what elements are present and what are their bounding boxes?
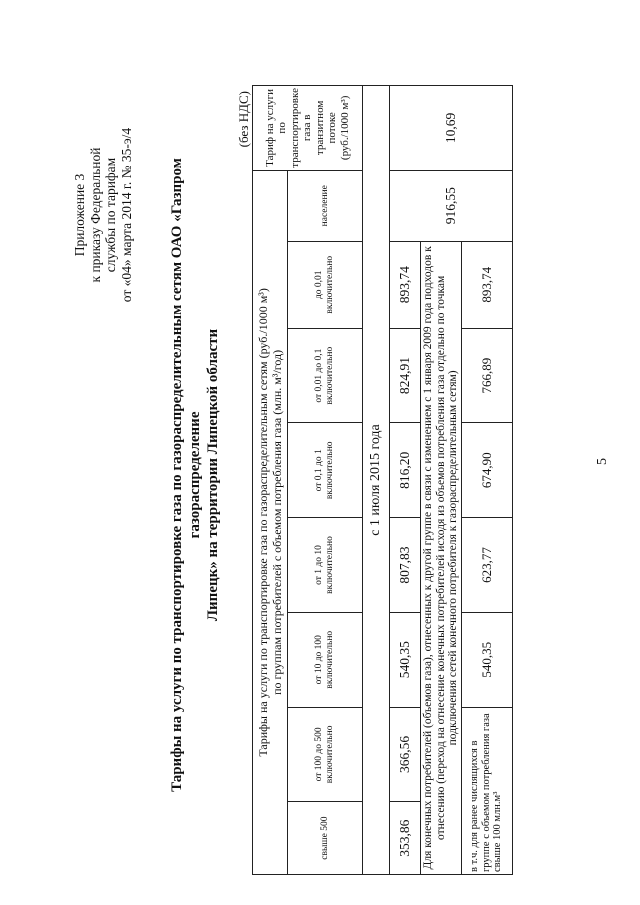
value-transit: 10,69 [390, 86, 513, 171]
value-1-10: 807,83 [390, 518, 421, 613]
title-line1: Тарифы на услуги по транспортировке газа по газораспределительным сетям ОАО «Газпром газораспределение [169, 158, 203, 792]
value-100-500: 366,56 [390, 707, 421, 802]
last-value-1: 540,35 [461, 612, 512, 707]
sub-header-text: по группам потребителей с объемом потребления газа (млн. м³/год) [270, 349, 284, 695]
page-number: 5 [595, 458, 610, 465]
group-up-to-0-01: до 0,01 включительно [288, 241, 363, 328]
value-over-500: 353,86 [390, 802, 421, 875]
last-value-4: 766,89 [461, 328, 512, 423]
main-header [253, 170, 288, 874]
value-0-01-0-1: 824,91 [390, 328, 421, 423]
appendix-line2: к приказу Федеральной [87, 147, 103, 283]
group-population: население [288, 170, 363, 241]
group-100-500: от 100 до 500 включительно [288, 707, 363, 802]
value-0-1-1: 816,20 [390, 423, 421, 518]
note-row: Для конечных потребителей (объемов газа), отнесенных к другой группе в связи с изменением с 1 января 2009 года подходов к отнесению (переход на отнесение конечных потребителей исходя из объемов потребления газа отдельно по точкам подключения сетей конечного потребителя к газораспределительным сетям) [421, 241, 462, 874]
group-1-10: от 1 до 10 включительно [288, 518, 363, 613]
group-0-01-0-1: от 0,01 до 0,1 включительно [288, 328, 363, 423]
main-header-text: Тарифы на услуги по транспортировке газа по газораспределительным сетям (руб./1000 м³) [256, 288, 270, 757]
period-row: с 1 июля 2015 года [363, 86, 390, 875]
appendix-header [72, 65, 134, 365]
vat-note: (без НДС) [236, 91, 251, 148]
transit-header: Тариф на услуги по транспортировке газа в транзитном потоке (руб./1000 м³) [253, 86, 363, 171]
last-value-5: 893,74 [461, 241, 512, 328]
last-value-3: 674,90 [461, 423, 512, 518]
group-0-1-1: от 0,1 до 1 включительно [288, 423, 363, 518]
tariff-table [252, 85, 513, 875]
value-population: 916,55 [390, 170, 513, 241]
document-title [168, 145, 222, 805]
group-10-100: от 10 до 100 включительно [288, 612, 363, 707]
title-line2: Липецк» на территории Липецкой области [205, 328, 221, 622]
last-value-2: 623,77 [461, 518, 512, 613]
appendix-line1: Приложение 3 [72, 173, 87, 257]
group-over-500: свыше 500 [288, 802, 363, 875]
appendix-line4: от «04» марта 2014 г. № 35-э/4 [118, 127, 134, 303]
value-10-100: 540,35 [390, 612, 421, 707]
last-row-label: в т.ч. для ранее числящихся в группе с объемом потребления газа свыше 100 млн.м³ [461, 707, 512, 874]
value-up-to-0-01: 893,74 [390, 241, 421, 328]
appendix-line3: службы по тарифам [103, 157, 118, 273]
